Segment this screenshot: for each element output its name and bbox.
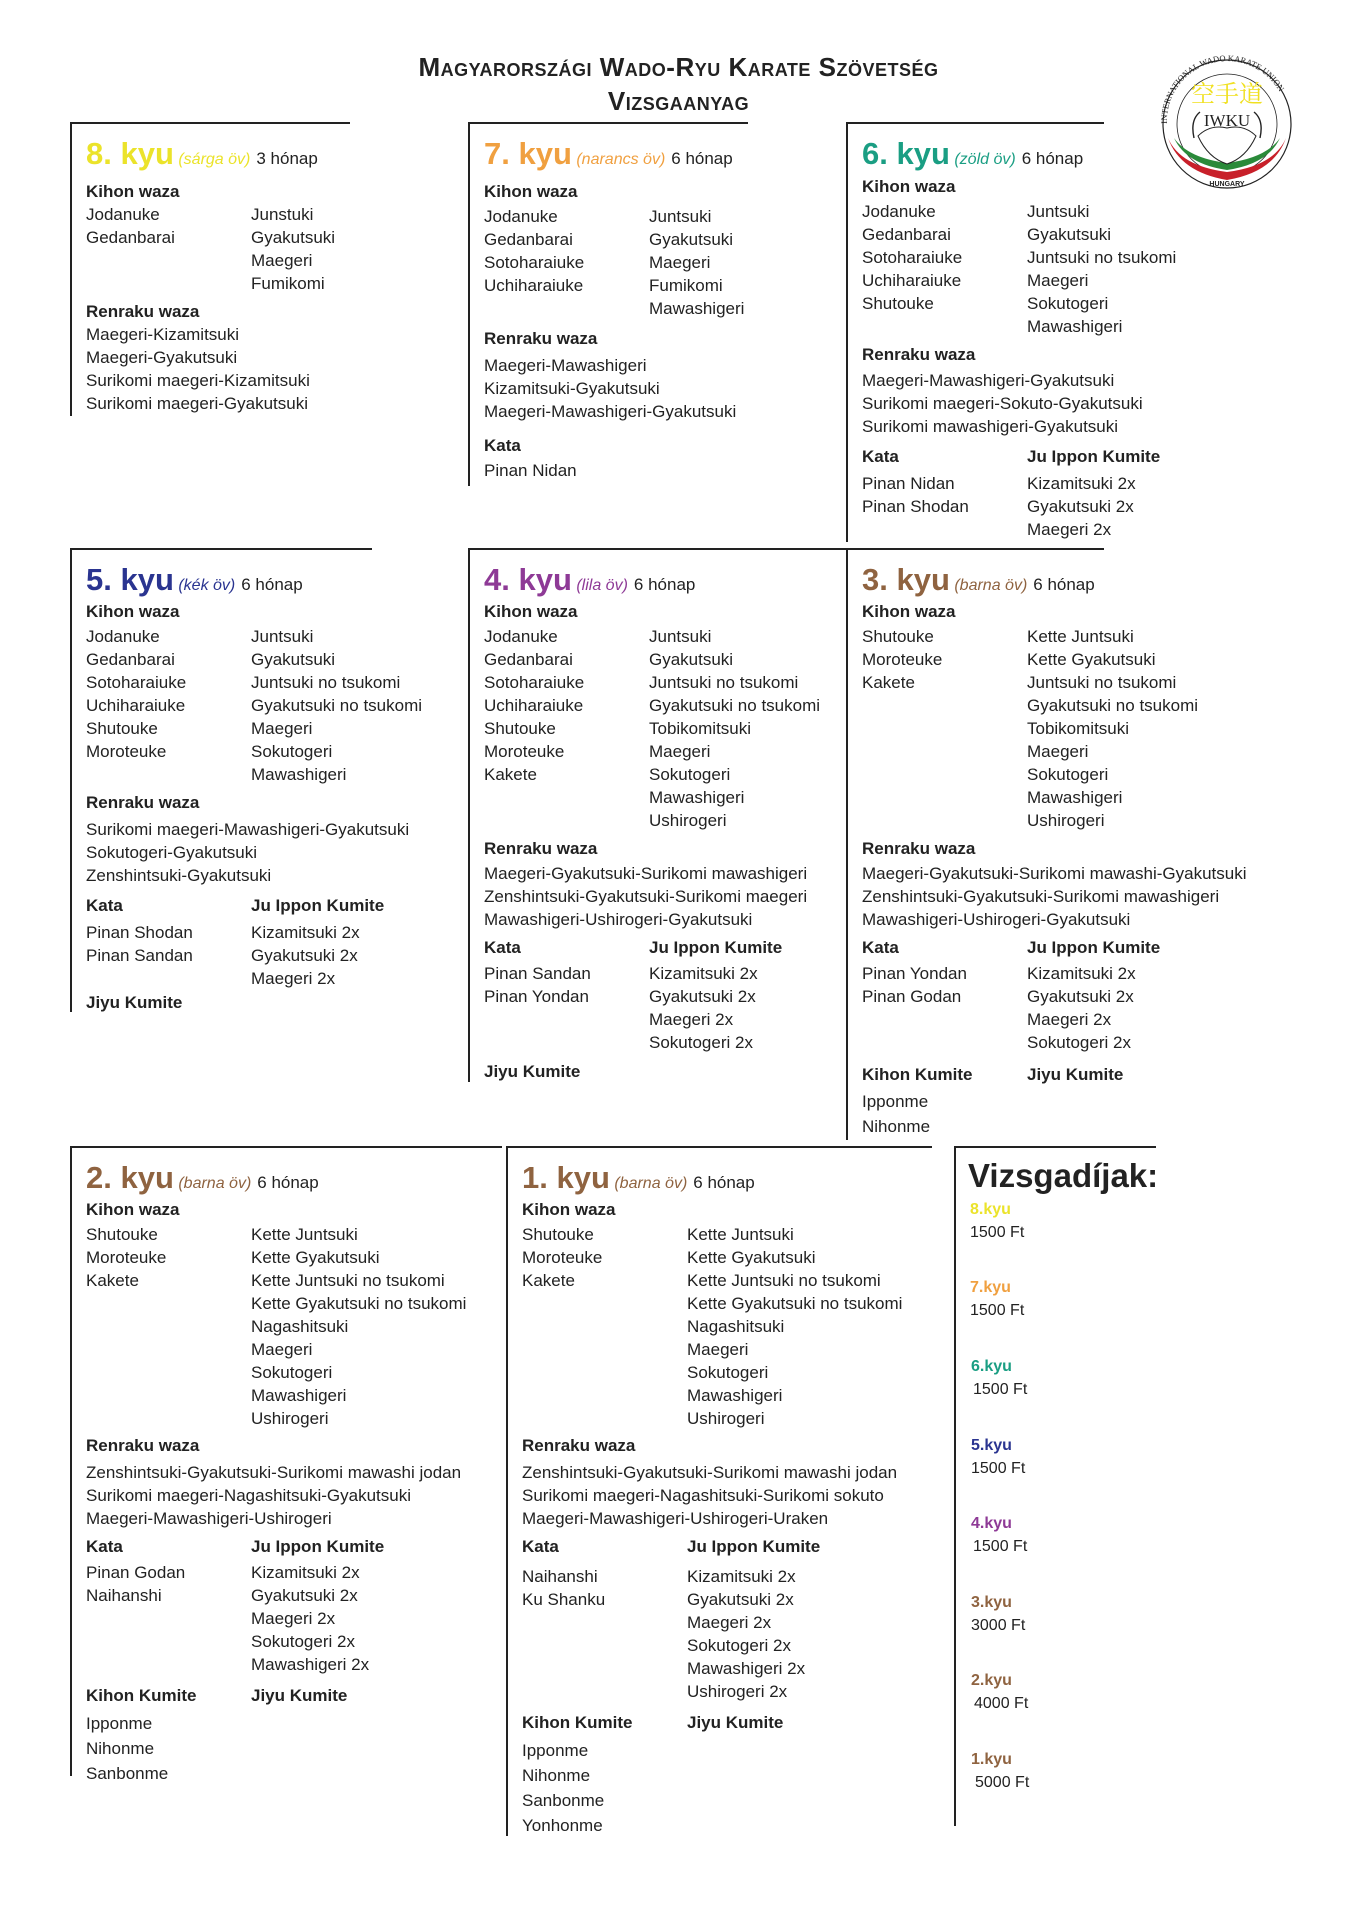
kyu3-kihon-left: Kakete [862,673,915,692]
kyu6-kihon-label: Kihon waza [862,177,956,196]
iwku-logo [1150,54,1304,189]
kyu1-renraku-item: Surikomi maegeri-Nagashitsuki-Surikomi sokuto [522,1486,884,1505]
kyu5-kihon-right: Maegeri [251,719,313,738]
kyu3-kihon-right: Kette Gyakutsuki [1027,650,1156,669]
kyu7-renraku-label: Renraku waza [484,329,598,348]
kyu2-jiyu-label: Jiyu Kumite [251,1686,348,1705]
kyu5-belt: (kék öv) [178,577,236,594]
kyu7-kata-item: Pinan Nidan [484,461,577,480]
kyu3-kata-item: Pinan Godan [862,987,962,1006]
kyu1-ju-label: Ju Ippon Kumite [687,1537,821,1556]
kyu4-kihon-right: Gyakutsuki [649,650,734,669]
fee-label-7: 7.kyu [970,1279,1011,1296]
kyu8-renraku-item: Surikomi maegeri-Kizamitsuki [86,371,310,390]
kyu2-kihon-left: Kakete [86,1271,139,1290]
kyu3-kata-label: Kata [862,938,899,957]
fee-label-5: 5.kyu [971,1437,1012,1454]
kyu2-kihonk-label: Kihon Kumite [86,1686,197,1705]
kyu2-section [70,1146,502,1783]
kyu1-ju-item: Kizamitsuki 2x [687,1567,796,1586]
kyu5-renraku-item: Surikomi maegeri-Mawashigeri-Gyakutsuki [86,820,410,839]
kyu8-renraku-item: Maegeri-Gyakutsuki [86,348,238,367]
kyu5-kihon-right: Gyakutsuki [251,650,336,669]
kyu3-renraku-item: Zenshintsuki-Gyakutsuki-Surikomi mawashigeri [862,887,1220,906]
fee-label-2: 2.kyu [971,1672,1012,1689]
kyu7-kihon-left: Gedanbarai [484,230,573,249]
kyu6-section [846,122,1177,542]
kyu2-ju-label: Ju Ippon Kumite [251,1537,385,1556]
kyu7-kihon-left: Sotoharaiuke [484,253,585,272]
kyu3-kihon-right: Gyakutsuki no tsukomi [1027,696,1199,715]
kyu1-ju-item: Ushirogeri 2x [687,1682,788,1701]
kyu4-section [468,548,848,1082]
kyu2-renraku-item: Surikomi maegeri-Nagashitsuki-Gyakutsuki [86,1486,412,1505]
kyu4-jiyu-label: Jiyu Kumite [484,1062,581,1081]
kyu8-kihon-right: Fumikomi [251,274,325,293]
fees-section [954,1146,1159,1826]
kyu4-renraku-item: Zenshintsuki-Gyakutsuki-Surikomi maegeri [484,887,808,906]
kyu4-renraku-label: Renraku waza [484,839,598,858]
fee-label-4: 4.kyu [971,1515,1012,1532]
kyu1-belt: (barna öv) [614,1175,688,1192]
kyu2-kihonk-item: Sanbonme [86,1764,169,1783]
kyu6-renraku-label: Renraku waza [862,345,976,364]
kyu4-kata-label: Kata [484,938,521,957]
kyu5-kihon-left: Shutouke [86,719,158,738]
kyu5-kihon-right: Juntsuki [251,627,314,646]
kyu3-ju-label: Ju Ippon Kumite [1027,938,1161,957]
kyu1-kihonk-item: Ipponme [522,1741,589,1760]
kyu2-kihon-right: Kette Juntsuki [251,1225,358,1244]
kyu4-kihon-right: Gyakutsuki no tsukomi [649,696,821,715]
kyu5-rank: 5. kyu [86,562,174,597]
kyu4-kihon-left: Gedanbarai [484,650,573,669]
kyu1-kihon-right: Kette Juntsuki no tsukomi [687,1271,881,1290]
kyu6-kihon-right: Sokutogeri [1027,294,1109,313]
kyu2-ju-item: Sokutogeri 2x [251,1632,355,1651]
kyu6-kihon-left: Jodanuke [862,202,936,221]
kyu8-renraku-label: Renraku waza [86,302,200,321]
kyu7-duration: 6 hónap [671,149,733,168]
kyu2-ju-item: Gyakutsuki 2x [251,1586,358,1605]
kyu2-kihon-right: Kette Juntsuki no tsukomi [251,1271,445,1290]
kyu8-rank: 8. kyu [86,136,174,171]
kyu5-duration: 6 hónap [241,575,303,594]
kyu5-kihon-right: Sokutogeri [251,742,333,761]
kyu1-kihon-right: Mawashigeri [687,1386,783,1405]
kyu8-kihon-label: Kihon waza [86,182,180,201]
kyu3-renraku-item: Mawashigeri-Ushirogeri-Gyakutsuki [862,910,1131,929]
kyu1-kihon-right: Ushirogeri [687,1409,765,1428]
kyu5-ju-item: Maegeri 2x [251,969,336,988]
kyu1-kihon-right: Maegeri [687,1340,749,1359]
kyu6-kata-item: Pinan Nidan [862,474,955,493]
kyu6-rank: 6. kyu [862,136,950,171]
kyu6-ju-item: Maegeri 2x [1027,520,1112,539]
kyu5-ju-item: Gyakutsuki 2x [251,946,358,965]
fee-value-3: 3000 Ft [971,1617,1026,1634]
kyu2-kata-item: Pinan Godan [86,1563,186,1582]
page-subtitle: Vizsgaanyag [607,86,750,116]
kyu2-kata-label: Kata [86,1537,123,1556]
fee-label-8: 8.kyu [970,1201,1011,1218]
kyu2-kihon-label: Kihon waza [86,1200,180,1219]
kyu3-jiyu-label: Jiyu Kumite [1027,1065,1124,1084]
kyu5-renraku-item: Zenshintsuki-Gyakutsuki [86,866,272,885]
kyu2-kihon-right: Maegeri [251,1340,313,1359]
kyu5-kihon-right: Juntsuki no tsukomi [251,673,401,692]
kyu2-belt: (barna öv) [178,1175,252,1192]
kyu6-kihon-left: Sotoharaiuke [862,248,963,267]
kyu6-duration: 6 hónap [1021,149,1084,168]
kyu3-kihon-right: Ushirogeri [1027,811,1105,830]
kyu3-kata-item: Pinan Yondan [862,964,967,983]
kyu4-ju-item: Kizamitsuki 2x [649,964,758,983]
kyu1-kata-item: Naihanshi [522,1567,598,1586]
kyu4-belt: (lila öv) [576,577,628,594]
kyu4-kata-item: Pinan Yondan [484,987,589,1006]
kyu3-kihon-left: Moroteuke [862,650,943,669]
kyu2-ju-item: Kizamitsuki 2x [251,1563,360,1582]
logo-ring-text: INTERNATIONAL WADO KARATE UNION [1158,54,1287,124]
kyu4-ju-label: Ju Ippon Kumite [649,938,783,957]
kyu3-kihon-right: Tobikomitsuki [1027,719,1130,738]
kyu1-kata-label: Kata [522,1537,559,1556]
kyu7-kihon-left: Jodanuke [484,207,558,226]
kyu4-kihon-left: Jodanuke [484,627,558,646]
kyu7-belt: (narancs öv) [576,151,666,168]
logo-kanji: 空手道 [1191,80,1263,108]
kyu6-ju-label: Ju Ippon Kumite [1027,447,1161,466]
kyu5-jiyu-label: Jiyu Kumite [86,993,183,1012]
kyu3-kihon-left: Shutouke [862,627,934,646]
kyu1-kihonk-item: Yonhonme [522,1816,603,1835]
kyu5-kihon-left: Sotoharaiuke [86,673,187,692]
fee-value-7: 1500 Ft [970,1302,1025,1319]
kyu8-kihon-left: Jodanuke [86,205,160,224]
kyu1-renraku-item: Zenshintsuki-Gyakutsuki-Surikomi mawashi jodan [522,1463,898,1482]
kyu4-kihon-label: Kihon waza [484,602,578,621]
kyu7-kihon-right: Fumikomi [649,276,723,295]
kyu1-kihon-left: Kakete [522,1271,575,1290]
kyu3-belt: (barna öv) [954,577,1028,594]
kyu8-belt: (sárga öv) [178,151,251,168]
kyu2-kihonk-item: Nihonme [86,1739,155,1758]
kyu2-duration: 6 hónap [257,1173,319,1192]
kyu3-ju-item: Maegeri 2x [1027,1010,1112,1029]
kyu4-kihon-right: Tobikomitsuki [649,719,752,738]
kyu3-kihonk-item: Nihonme [862,1117,931,1136]
kyu5-kihon-left: Jodanuke [86,627,160,646]
kyu4-ju-item: Gyakutsuki 2x [649,987,756,1006]
kyu2-renraku-label: Renraku waza [86,1436,200,1455]
fee-value-4: 1500 Ft [973,1538,1028,1555]
kyu3-kihon-label: Kihon waza [862,602,956,621]
kyu1-kihon-right: Sokutogeri [687,1363,769,1382]
kyu5-kihon-left: Moroteuke [86,742,167,761]
kyu5-section [70,548,423,1012]
kyu4-kihon-right: Mawashigeri [649,788,745,807]
kyu3-kihon-right: Mawashigeri [1027,788,1123,807]
kyu4-kihon-right: Juntsuki [649,627,712,646]
kyu1-kihonk-item: Nihonme [522,1766,591,1785]
kyu2-kihon-right: Kette Gyakutsuki no tsukomi [251,1294,467,1313]
kyu3-kihon-right: Kette Juntsuki [1027,627,1134,646]
kyu3-kihon-right: Maegeri [1027,742,1089,761]
fees-title: Vizsgadíjak: [968,1157,1159,1194]
kyu1-renraku-label: Renraku waza [522,1436,636,1455]
fee-value-1: 5000 Ft [975,1774,1030,1791]
kyu3-kihonk-item: Ipponme [862,1092,929,1111]
kyu1-ju-item: Mawashigeri 2x [687,1659,806,1678]
fee-label-3: 3.kyu [971,1594,1012,1611]
kyu6-kata-label: Kata [862,447,899,466]
kyu6-kihon-right: Maegeri [1027,271,1089,290]
kyu2-rank: 2. kyu [86,1160,174,1195]
kyu8-kihon-right: Junstuki [251,205,314,224]
fee-label-6: 6.kyu [971,1358,1012,1375]
kyu8-kihon-right: Gyakutsuki [251,228,336,247]
kyu7-kihon-left: Uchiharaiuke [484,276,584,295]
kyu6-ju-item: Kizamitsuki 2x [1027,474,1136,493]
kyu5-ju-item: Kizamitsuki 2x [251,923,360,942]
fee-label-1: 1.kyu [971,1751,1012,1768]
kyu1-renraku-item: Maegeri-Mawashigeri-Ushirogeri-Uraken [522,1509,829,1528]
kyu6-belt: (zöld öv) [954,151,1016,168]
kyu6-kihon-left: Gedanbarai [862,225,951,244]
kyu6-kihon-right: Gyakutsuki [1027,225,1112,244]
kyu2-kihon-left: Moroteuke [86,1248,167,1267]
kyu6-kihon-right: Mawashigeri [1027,317,1123,336]
kyu3-kihon-right: Juntsuki no tsukomi [1027,673,1177,692]
kyu1-kihon-right: Kette Gyakutsuki no tsukomi [687,1294,903,1313]
kyu1-kihonk-label: Kihon Kumite [522,1713,633,1732]
kyu2-renraku-item: Maegeri-Mawashigeri-Ushirogeri [86,1509,332,1528]
kyu5-kihon-left: Uchiharaiuke [86,696,186,715]
kyu7-renraku-item: Maegeri-Mawashigeri [484,356,647,375]
kyu4-rank: 4. kyu [484,562,572,597]
kyu1-ju-item: Sokutogeri 2x [687,1636,791,1655]
kyu8-section [70,122,350,416]
kyu4-duration: 6 hónap [633,575,696,594]
kyu5-ju-label: Ju Ippon Kumite [251,896,385,915]
kyu6-renraku-item: Surikomi mawashigeri-Gyakutsuki [862,417,1119,436]
fee-value-2: 4000 Ft [974,1695,1029,1712]
kyu4-ju-item: Maegeri 2x [649,1010,734,1029]
kyu2-kihonk-item: Ipponme [86,1714,153,1733]
kyu8-duration: 3 hónap [256,149,318,168]
kyu1-jiyu-label: Jiyu Kumite [687,1713,784,1732]
kyu5-kata-item: Pinan Sandan [86,946,193,965]
kyu2-kihon-left: Shutouke [86,1225,158,1244]
fee-value-5: 1500 Ft [971,1460,1026,1477]
kyu3-kihonk-label: Kihon Kumite [862,1065,973,1084]
kyu1-ju-item: Gyakutsuki 2x [687,1590,794,1609]
kyu4-renraku-item: Maegeri-Gyakutsuki-Surikomi mawashigeri [484,864,808,883]
logo-country: HUNGARY [1209,181,1245,188]
kyu5-kihon-label: Kihon waza [86,602,180,621]
kyu5-renraku-item: Sokutogeri-Gyakutsuki [86,843,258,862]
kyu4-kihon-left: Shutouke [484,719,556,738]
kyu4-kata-item: Pinan Sandan [484,964,591,983]
kyu1-kihon-left: Moroteuke [522,1248,603,1267]
kyu8-kihon-left: Gedanbarai [86,228,175,247]
kyu2-kihon-right: Sokutogeri [251,1363,333,1382]
kyu1-kihon-right: Kette Gyakutsuki [687,1248,816,1267]
kyu7-kihon-right: Maegeri [649,253,711,272]
kyu6-renraku-item: Maegeri-Mawashigeri-Gyakutsuki [862,371,1115,390]
kyu5-kata-item: Pinan Shodan [86,923,193,942]
kyu2-renraku-item: Zenshintsuki-Gyakutsuki-Surikomi mawashi jodan [86,1463,462,1482]
kyu6-ju-item: Gyakutsuki 2x [1027,497,1134,516]
kyu3-renraku-item: Maegeri-Gyakutsuki-Surikomi mawashi-Gyakutsuki [862,864,1247,883]
kyu2-kihon-right: Ushirogeri [251,1409,329,1428]
kyu7-section [468,122,748,486]
kyu3-ju-item: Kizamitsuki 2x [1027,964,1136,983]
kyu6-kihon-left: Uchiharaiuke [862,271,962,290]
kyu4-kihon-right: Maegeri [649,742,711,761]
kyu6-renraku-item: Surikomi maegeri-Sokuto-Gyakutsuki [862,394,1143,413]
kyu4-renraku-item: Mawashigeri-Ushirogeri-Gyakutsuki [484,910,753,929]
kyu6-kata-item: Pinan Shodan [862,497,969,516]
kyu7-kihon-right: Juntsuki [649,207,712,226]
kyu7-kihon-label: Kihon waza [484,182,578,201]
kyu5-kihon-right: Gyakutsuki no tsukomi [251,696,423,715]
kyu3-renraku-label: Renraku waza [862,839,976,858]
kyu1-kihon-label: Kihon waza [522,1200,616,1219]
kyu1-kihon-left: Shutouke [522,1225,594,1244]
kyu4-kihon-left: Sotoharaiuke [484,673,585,692]
kyu3-ju-item: Sokutogeri 2x [1027,1033,1131,1052]
kyu1-duration: 6 hónap [693,1173,755,1192]
kyu8-kihon-right: Maegeri [251,251,313,270]
kyu7-kata-label: Kata [484,436,521,455]
kyu5-renraku-label: Renraku waza [86,793,200,812]
kyu1-ju-item: Maegeri 2x [687,1613,772,1632]
kyu4-kihon-left: Moroteuke [484,742,565,761]
kyu4-ju-item: Sokutogeri 2x [649,1033,753,1052]
kyu3-kihon-right: Sokutogeri [1027,765,1109,784]
kyu1-kihonk-item: Sanbonme [522,1791,605,1810]
kyu2-kata-item: Naihanshi [86,1586,162,1605]
kyu7-renraku-item: Kizamitsuki-Gyakutsuki [484,379,660,398]
kyu4-kihon-right: Ushirogeri [649,811,727,830]
kyu6-kihon-left: Shutouke [862,294,934,313]
kyu2-ju-item: Maegeri 2x [251,1609,336,1628]
kyu3-duration: 6 hónap [1033,575,1095,594]
kyu1-kihon-right: Kette Juntsuki [687,1225,794,1244]
fee-value-8: 1500 Ft [970,1224,1025,1241]
kyu2-kihon-right: Mawashigeri [251,1386,347,1405]
kyu8-renraku-item: Maegeri-Kizamitsuki [86,325,240,344]
kyu4-kihon-right: Sokutogeri [649,765,731,784]
kyu2-kihon-right: Nagashitsuki [251,1317,349,1336]
kyu4-kihon-left: Uchiharaiuke [484,696,584,715]
kyu7-renraku-item: Maegeri-Mawashigeri-Gyakutsuki [484,402,737,421]
kyu4-kihon-left: Kakete [484,765,537,784]
kyu5-kihon-right: Mawashigeri [251,765,347,784]
kyu6-kihon-right: Juntsuki no tsukomi [1027,248,1177,267]
kyu7-kihon-right: Gyakutsuki [649,230,734,249]
kyu7-rank: 7. kyu [484,136,572,171]
kyu2-ju-item: Mawashigeri 2x [251,1655,370,1674]
fee-value-6: 1500 Ft [973,1381,1028,1398]
page-title: Magyarországi Wado-Ryu Karate Szövetség [418,52,939,82]
kyu1-section [506,1146,932,1836]
kyu5-kihon-left: Gedanbarai [86,650,175,669]
kyu1-kata-item: Ku Shanku [522,1590,606,1609]
kyu8-renraku-item: Surikomi maegeri-Gyakutsuki [86,394,309,413]
kyu7-kihon-right: Mawashigeri [649,299,745,318]
kyu2-kihon-right: Kette Gyakutsuki [251,1248,380,1267]
kyu1-rank: 1. kyu [522,1160,610,1195]
kyu3-ju-item: Gyakutsuki 2x [1027,987,1134,1006]
kyu5-kata-label: Kata [86,896,123,915]
kyu1-kihon-right: Nagashitsuki [687,1317,785,1336]
kyu3-rank: 3. kyu [862,562,950,597]
logo-abbr: IWKU [1203,111,1251,130]
kyu3-section [846,548,1247,1140]
kyu6-kihon-right: Juntsuki [1027,202,1090,221]
kyu4-kihon-right: Juntsuki no tsukomi [649,673,799,692]
